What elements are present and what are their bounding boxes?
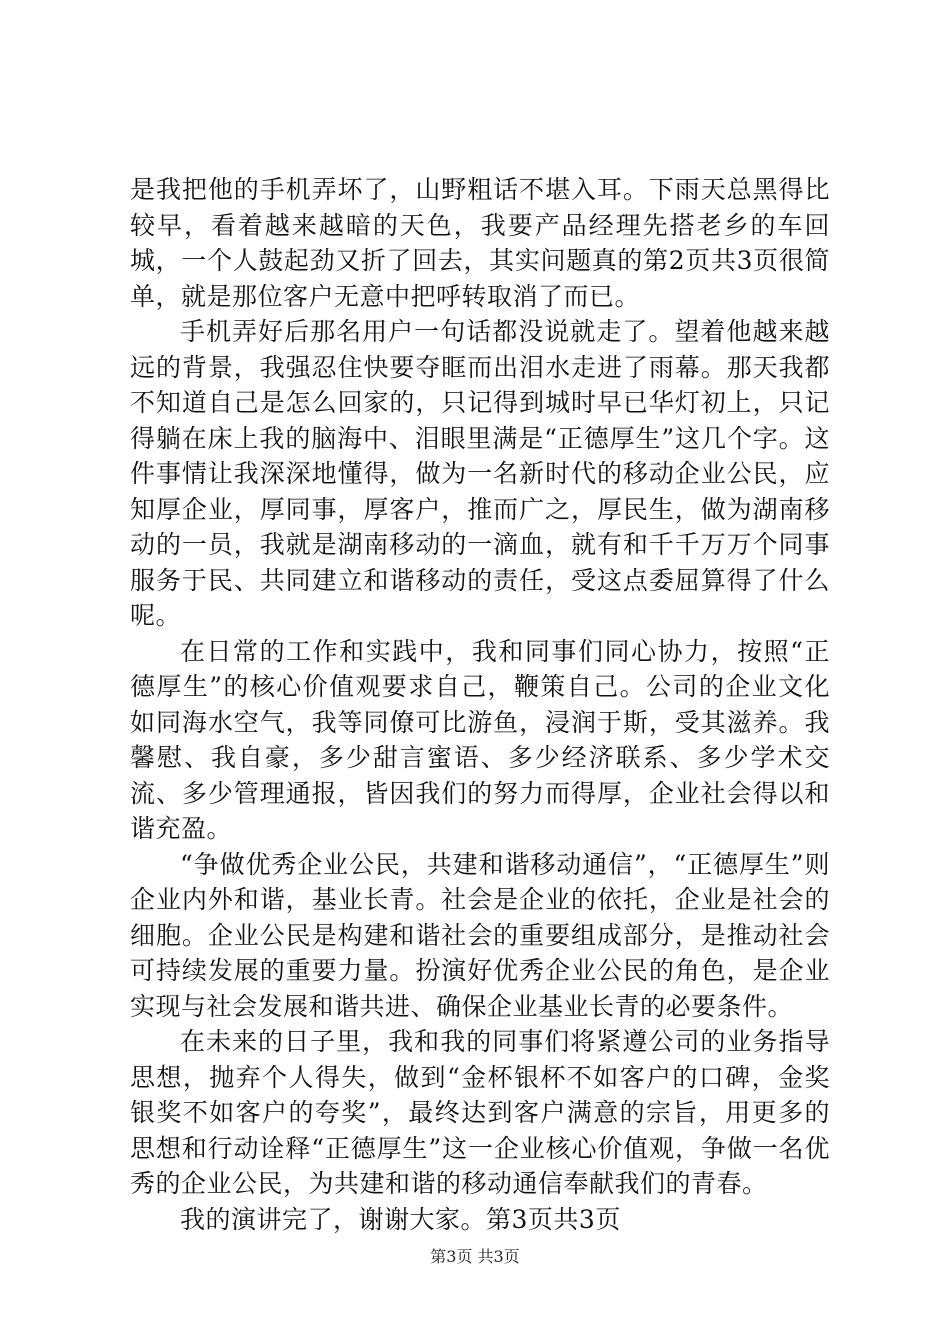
paragraph-6: 我的演讲完了，谢谢大家。第3页共3页 — [180, 1204, 621, 1234]
paragraph-4: “争做优秀企业公民，共建和谐移动通信”，“正德厚生”则企业内外和谐，基业长青。社会是企业的依托，企业是社会的细胞。企业公民是构建和谐社会的重要组成部分，是推动社会可持续发展的重要力量。扮演好优秀企业公民的角色，是企业实现与社会发展和谐共进、确保企业基业长青的必要条件。 — [130, 849, 830, 1021]
paragraph-2: 手机弄好后那名用户一句话都没说就走了。望着他越来越远的背景，我强忍住快要夺眶而出泪水走进了雨幕。那天我都不知道自己是怎么回家的，只记得到城时早已华灯初上，只记得躺在床上我的脑海中、泪眼里满是“正德厚生”这几个字。这件事情让我深深地懂得，做为一名新时代的移动企业公民，应知厚企业，厚同事，厚客户，推而广之，厚民生，做为湖南移动的一员，我就是湖南移动的一滴血，就有和千千万万个同事服务于民、共同建立和谐移动的责任，受这点委屈算得了什么呢。 — [130, 317, 830, 630]
paragraph-1: 是我把他的手机弄坏了，山野粗话不堪入耳。下雨天总黑得比较早，看着越来越暗的天色，我要产品经理先搭老乡的车回城，一个人鼓起劲又折了回去，其实问题真的第2页共3页很简单，就是那位客户无意中把呼转取消了而已。 — [130, 175, 830, 311]
document-body — [130, 172, 830, 1237]
page-footer: 第3页 共3页 — [430, 1247, 520, 1266]
paragraph-5: 在未来的日子里，我和我的同事们将紧遵公司的业务指导思想，抛弃个人得失，做到“金杯银杯不如客户的口碑，金奖银奖不如客户的夸奖”，最终达到客户满意的宗旨，用更多的思想和行动诠释“正德厚生”这一企业核心价值观，争做一名优秀的企业公民，为共建和谐的移动通信奉献我们的青春。 — [130, 1027, 830, 1198]
paragraph-3: 在日常的工作和实践中，我和同事们同心协力，按照“正德厚生”的核心价值观要求自己，鞭策自己。公司的企业文化如同海水空气，我等同僚可比游鱼，浸润于斯，受其滋养。我馨慰、我自豪，多少甜言蜜语、多少经济联系、多少学术交流、多少管理通报，皆因我们的努力而得厚，企业社会得以和谐充盈。 — [130, 636, 830, 843]
